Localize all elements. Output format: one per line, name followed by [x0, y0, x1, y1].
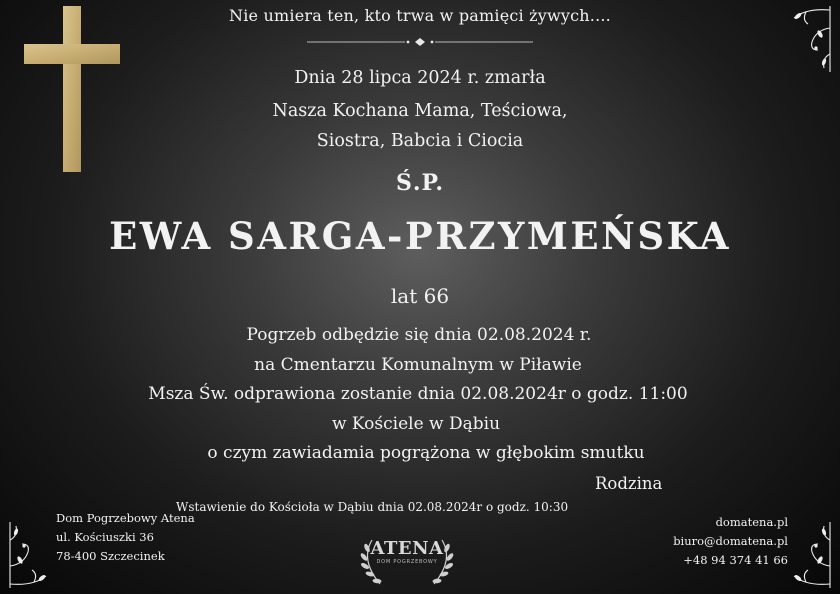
- funeral-line: Msza Św. odprawiona zostanie dnia 02.08.2024r o godz. 11:00: [148, 384, 688, 404]
- funeral-line: w Kościele w Dąbiu: [331, 413, 501, 434]
- deceased-name: EWA SARGA-PRZYMEŃSKA: [109, 214, 731, 258]
- funeral-home-address: [56, 509, 195, 566]
- website-link[interactable]: domatena.pl: [715, 515, 788, 529]
- funeral-line: na Cmentarzu Komunalnym w Piławie: [254, 354, 582, 375]
- announcement-line: Nasza Kochana Mama, Teściowa,: [272, 101, 568, 121]
- phone-number: +48 94 374 41 66: [683, 553, 788, 567]
- deceased-age: lat 66: [390, 284, 450, 308]
- funeral-home-city: 78-400 Szczecinek: [56, 549, 165, 563]
- divider-ornament-icon: [307, 38, 533, 46]
- floral-corner-icon: [786, 520, 834, 590]
- announcement-line: Dnia 28 lipca 2024 r. zmarła: [294, 68, 546, 88]
- church-wake-info: Wstawienie do Kościoła w Dąbiu dnia 02.08.2024r o godz. 10:30: [176, 500, 569, 514]
- funeral-details: [0, 321, 840, 469]
- contact-info: [673, 513, 788, 570]
- floral-corner-icon: [6, 520, 54, 590]
- funeral-line: o czym zawiadamia pogrążona w głębokim smutku: [207, 443, 645, 463]
- email-link[interactable]: biuro@domatena.pl: [673, 534, 788, 548]
- funeral-home-street: ul. Kościuszki 36: [56, 530, 154, 544]
- funeral-home-name: Dom Pogrzebowy Atena: [56, 511, 195, 525]
- family-signature: Rodzina: [595, 474, 663, 493]
- prefix-sp: Ś.P.: [395, 170, 445, 196]
- motto: Nie umiera ten, kto trwa w pamięci żywych....: [229, 6, 611, 25]
- floral-corner-icon: [786, 4, 834, 74]
- announcement-line: Siostra, Babcia i Ciocia: [316, 131, 524, 151]
- logo-brand: ATENA: [370, 538, 444, 559]
- logo-tagline: DOM POGRZEBOWY: [376, 559, 438, 565]
- atena-logo: [352, 532, 462, 588]
- funeral-line: Pogrzeb odbędzie się dnia 02.08.2024 r.: [246, 325, 592, 345]
